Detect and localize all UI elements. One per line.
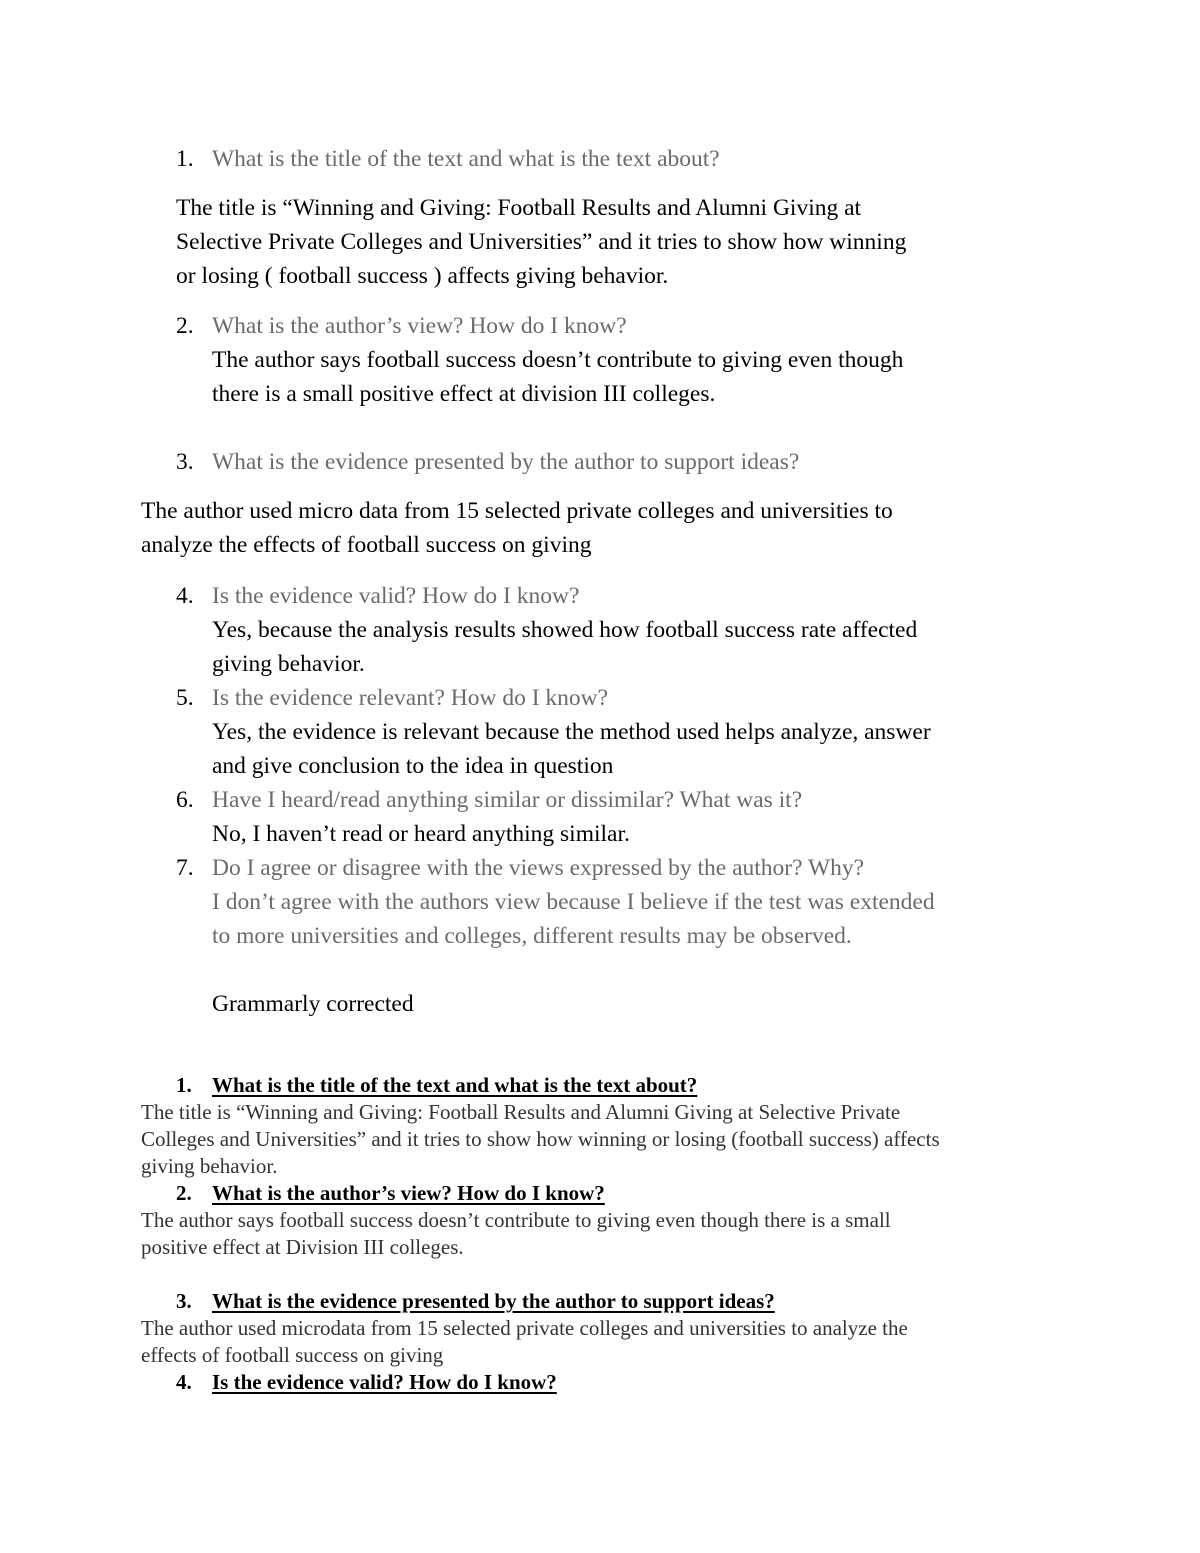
s2-q1-number: 1. — [176, 1073, 192, 1097]
q4-question: Is the evidence valid? How do I know? — [212, 583, 580, 609]
s2-a1-line-2: Colleges and Universities” and it tries to show how winning or losing (football success) affects — [141, 1127, 940, 1151]
a3-line-1: The author used micro data from 15 selected private colleges and universities to — [141, 498, 893, 524]
q4-number: 4. — [176, 583, 194, 609]
a2-line-1: The author says football success doesn’t contribute to giving even though — [212, 347, 904, 373]
s2-a3-line-2: effects of football success on giving — [141, 1343, 444, 1367]
a1-line-3: or losing ( football success ) affects giving behavior. — [176, 263, 669, 289]
q7-question: Do I agree or disagree with the views expressed by the author? Why? — [212, 855, 865, 881]
q7-number: 7. — [176, 855, 194, 881]
a7-line-1: I don’t agree with the authors view because I believe if the test was extended — [212, 889, 935, 915]
a1-line-1: The title is “Winning and Giving: Football Results and Alumni Giving at — [176, 195, 862, 221]
s2-a3-line-1: The author used microdata from 15 selected private colleges and universities to analyze the — [141, 1316, 908, 1340]
q6-question: Have I heard/read anything similar or dissimilar? What was it? — [212, 787, 803, 813]
s2-q2-question: What is the author’s view? How do I know? — [212, 1181, 605, 1205]
q3-question: What is the evidence presented by the author to support ideas? — [212, 449, 800, 475]
a3-line-2: analyze the effects of football success on giving — [141, 532, 592, 558]
q5-question: Is the evidence relevant? How do I know? — [212, 685, 609, 711]
s2-q1-question: What is the title of the text and what is the text about? — [212, 1073, 698, 1097]
a5-line-1: Yes, the evidence is relevant because the method used helps analyze, answer — [212, 719, 931, 745]
a1-line-2: Selective Private Colleges and Universities” and it tries to show how winning — [176, 229, 907, 255]
section-heading: Grammarly corrected — [212, 991, 414, 1017]
s2-q2-number: 2. — [176, 1181, 192, 1205]
s2-q4-number: 4. — [176, 1370, 192, 1394]
a4-line-2: giving behavior. — [212, 651, 365, 677]
q1-question: What is the title of the text and what is the text about? — [212, 146, 720, 172]
s2-a2-line-1: The author says football success doesn’t contribute to giving even though there is a small — [141, 1208, 891, 1232]
a4-line-1: Yes, because the analysis results showed how football success rate affected — [212, 617, 918, 643]
s2-q4-question: Is the evidence valid? How do I know? — [212, 1370, 557, 1394]
s2-q3-question: What is the evidence presented by the author to support ideas? — [212, 1289, 775, 1313]
a2-line-2: there is a small positive effect at division III colleges. — [212, 381, 716, 407]
q2-number: 2. — [176, 313, 194, 339]
a5-line-2: and give conclusion to the idea in question — [212, 753, 614, 779]
q3-number: 3. — [176, 449, 194, 475]
q5-number: 5. — [176, 685, 194, 711]
q6-number: 6. — [176, 787, 194, 813]
s2-a1-line-3: giving behavior. — [141, 1154, 278, 1178]
q2-question: What is the author’s view? How do I know? — [212, 313, 627, 339]
a6-line-1: No, I haven’t read or heard anything similar. — [212, 821, 630, 847]
q1-number: 1. — [176, 146, 194, 172]
s2-a2-line-2: positive effect at Division III colleges. — [141, 1235, 464, 1259]
s2-q3-number: 3. — [176, 1289, 192, 1313]
a7-line-2: to more universities and colleges, different results may be observed. — [212, 923, 852, 949]
s2-a1-line-1: The title is “Winning and Giving: Football Results and Alumni Giving at Selective Private — [141, 1100, 901, 1124]
